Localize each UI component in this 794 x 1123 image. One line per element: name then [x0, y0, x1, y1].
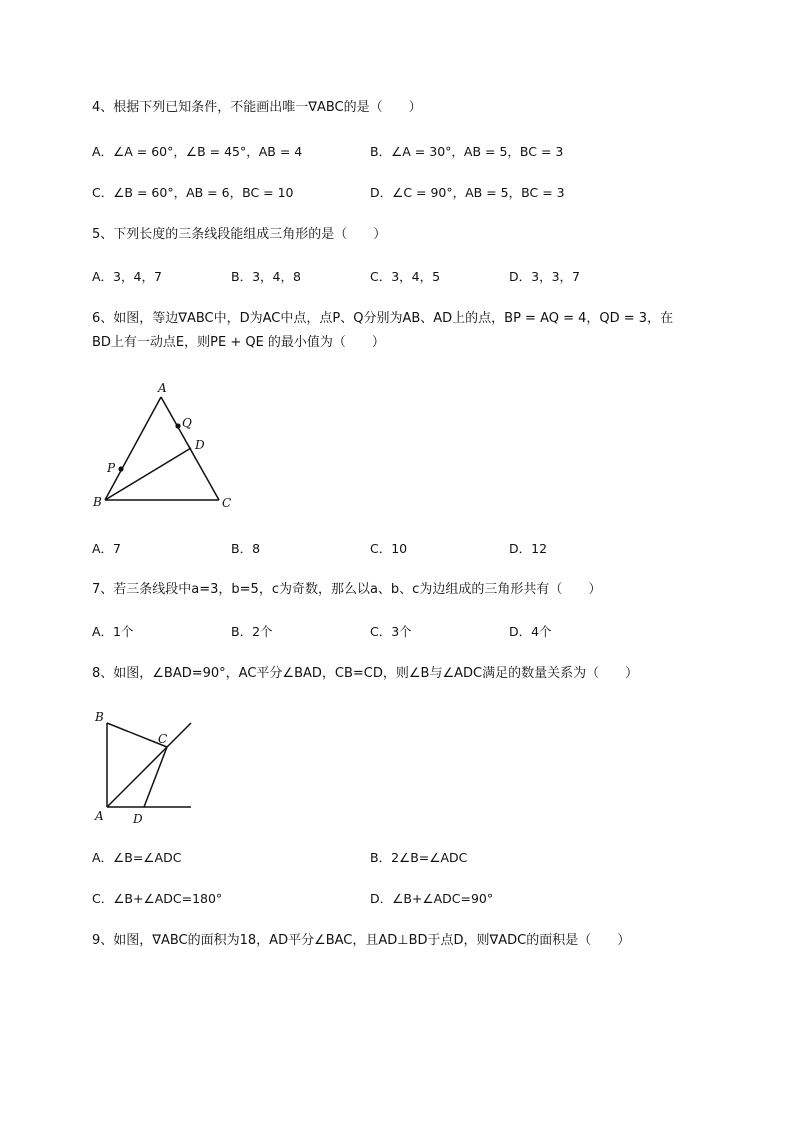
point-q [175, 423, 180, 428]
question-8-option-b: B．2∠B=∠ADC [370, 850, 468, 865]
question-6-option-d: D．12 [509, 541, 548, 556]
question-7-stem: 7、若三条线段中a=3，b=5，c为奇数，那么以a、b、c为边组成的三角形共有（ ） [92, 582, 602, 597]
label-a: A [158, 381, 167, 395]
label-b: B [95, 710, 104, 724]
question-8-figure [88, 706, 208, 830]
question-8-option-a: A．∠B=∠ADC [92, 850, 182, 865]
label-p: P [107, 461, 116, 475]
question-4-stem: 4、根据下列已知条件，不能画出唯一∇ABC的是（ ） [92, 100, 422, 115]
label-d: D [133, 812, 143, 826]
question-6-stem-line-1: 6、如图，等边∇ABC中，D为AC中点，点P、Q分别为AB、AD上的点，BP = AQ = 4，QD = 3，在 [92, 311, 674, 326]
question-8-option-d: D．∠B+∠ADC=90° [370, 891, 494, 906]
question-6-option-a: A．7 [92, 541, 122, 556]
label-a: A [95, 809, 104, 823]
question-5-option-c: C．3，4，5 [370, 269, 441, 284]
segment-bd [105, 448, 191, 500]
question-6-stem-line-2: BD上有一动点E，则PE + QE 的最小值为（ ） [92, 335, 385, 350]
question-5-option-b: B．3，4，8 [231, 269, 301, 284]
point-p [118, 466, 123, 471]
question-6-figure [88, 378, 248, 518]
label-b: B [93, 495, 102, 509]
question-7-option-a: A．1个 [92, 624, 134, 639]
question-5-stem: 5、下列长度的三条线段能组成三角形的是（ ） [92, 227, 387, 242]
question-4-option-a: A．∠A = 60°，∠B = 45°，AB = 4 [92, 144, 303, 159]
question-8-stem: 8、如图，∠BAD=90°，AC平分∠BAD，CB=CD，则∠B与∠ADC满足的数量关系为（ ） [92, 666, 639, 681]
question-6-option-b: B．8 [231, 541, 261, 556]
question-4-option-c: C．∠B = 60°，AB = 6，BC = 10 [92, 185, 294, 200]
segment-ab [105, 397, 161, 500]
label-d: D [195, 438, 205, 452]
question-4-option-b: B．∠A = 30°，AB = 5，BC = 3 [370, 144, 564, 159]
segment-dc [144, 747, 167, 807]
segment-ac [107, 747, 167, 807]
question-5-option-a: A．3，4，7 [92, 269, 162, 284]
label-q: Q [182, 416, 192, 430]
question-7-option-d: D．4个 [509, 624, 552, 639]
question-7-option-b: B．2个 [231, 624, 273, 639]
question-8-option-c: C．∠B+∠ADC=180° [92, 891, 223, 906]
question-4-option-d: D．∠C = 90°，AB = 5，BC = 3 [370, 185, 565, 200]
question-7-option-c: C．3个 [370, 624, 412, 639]
question-9-stem: 9、如图，∇ABC的面积为18，AD平分∠BAC，且AD⊥BD于点D，则∇ADC的面积是（ ） [92, 933, 631, 948]
question-6-option-c: C．10 [370, 541, 408, 556]
ray-c-extension [167, 723, 191, 747]
question-5-option-d: D．3，3，7 [509, 269, 580, 284]
label-c: C [158, 732, 168, 746]
label-c: C [222, 496, 232, 510]
